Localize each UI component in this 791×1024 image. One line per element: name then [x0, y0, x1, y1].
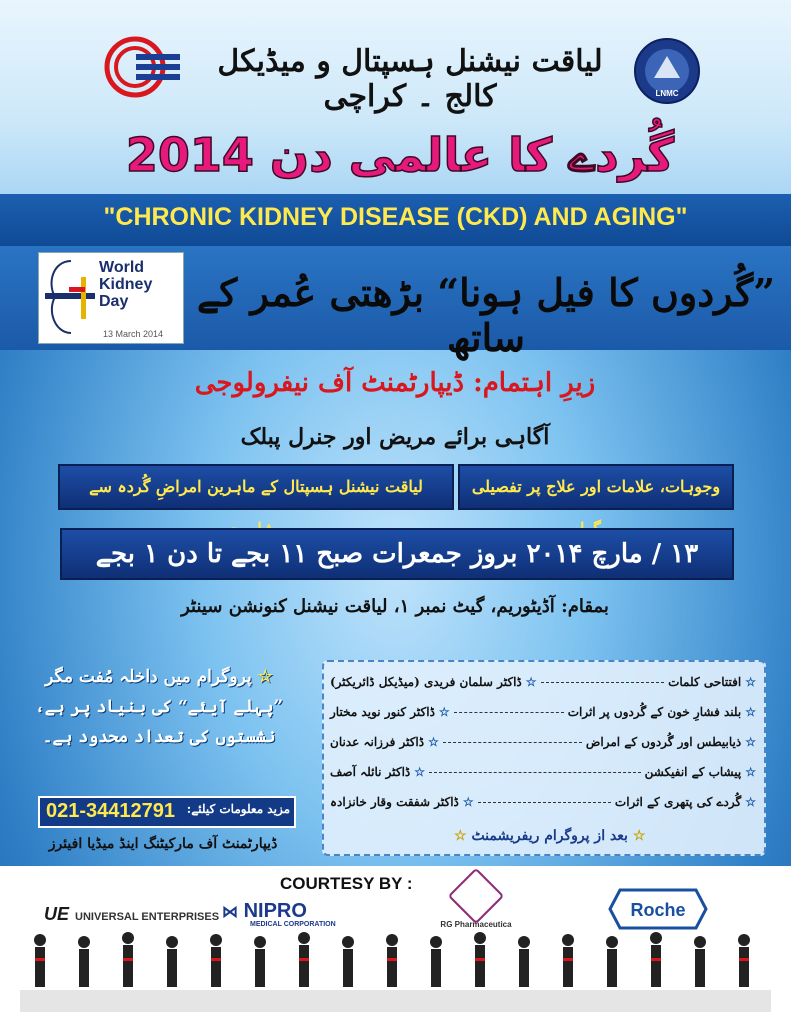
star-icon: ☆	[414, 765, 426, 779]
sponsor-nipro: ⋈ NIPRO MEDICAL CORPORATION	[222, 900, 336, 928]
theme-english: "CHRONIC KIDNEY DISEASE (CKD) AND AGING"	[103, 203, 688, 231]
schedule-row: ☆ پیشاب کے انفیکشن ☆ ڈاکٹر نائلہ آصف	[330, 765, 756, 779]
star-icon: ☆	[745, 795, 756, 809]
schedule-row: ☆ ذیابیطس اور گُردوں کے امراض ☆ ڈاکٹر فرزانہ عدنان	[330, 735, 756, 749]
phone-number[interactable]: 021-34412791	[46, 800, 176, 822]
star-icon: ☆	[462, 795, 474, 809]
rg-logo-icon	[448, 868, 505, 925]
star-icon: ☆	[632, 828, 646, 844]
star-icon: ☆	[525, 675, 537, 689]
ue-logo-icon: UE	[44, 904, 70, 924]
kidney-icon	[41, 253, 101, 341]
program-details-box: وجوہات، علامات اور علاج پر تفصیلی	[458, 464, 734, 510]
star-icon: ☆	[745, 675, 756, 689]
sponsor-rg-pharmaceutica: RG Pharmaceutica	[436, 876, 516, 929]
schedule-box	[322, 660, 766, 856]
phone-label: مزید معلومات کیلئے:	[186, 802, 290, 816]
star-icon: ☆	[745, 735, 756, 749]
star-icon: ☆	[745, 765, 756, 779]
star-icon: ☆	[745, 705, 756, 719]
star-icon: ☆	[257, 667, 273, 687]
organizer: زیرِ اہتمام: ڈیپارٹمنٹ آف نیفرولوجی	[194, 368, 596, 398]
schedule-row: ☆ افتتاحی کلمات ☆ ڈاکٹر سلمان فریدی (میڈیکل ڈائریکٹر)	[330, 675, 756, 689]
star-icon: ☆	[454, 828, 467, 844]
nipro-logo-icon: ⋈	[222, 904, 238, 921]
venue: بمقام: آڈیٹوریم، گیٹ نمبر ۱، لیاقت نیشنل کنونشن سینٹر	[181, 596, 609, 617]
lnmc-seal-icon	[632, 36, 702, 106]
theme-urdu: ”گُردوں کا فیل ہونا“ بڑھتی عُمر کے ساتھ	[196, 270, 776, 360]
svg-text:Roche: Roche	[630, 900, 686, 920]
svg-text:LNMC: LNMC	[655, 89, 679, 98]
awareness-line: آگاہی برائے مریض اور جنرل پبلک	[240, 424, 550, 450]
star-icon: ☆	[438, 705, 450, 719]
courtesy-label: COURTESY BY :	[280, 874, 413, 893]
wkd-date: 13 March 2014	[103, 329, 164, 339]
star-icon: ☆	[428, 735, 439, 749]
page-title: گُردے کا عالمی دن 2014	[125, 128, 675, 182]
department-name: ڈیپارٹمنٹ آف مارکیٹنگ اینڈ میڈیا افیئرز	[48, 836, 278, 852]
date-time: ۱۳ / مارچ ۲۰۱۴ بروز جمعرات صبح ۱۱ بجے تا دن ۱ بجے	[60, 528, 734, 580]
hospital-logo-icon	[104, 36, 184, 98]
sponsor-universal-enterprises: UE UNIVERSAL ENTERPRISES	[44, 904, 220, 924]
sponsor-roche	[608, 888, 708, 930]
world-kidney-day-logo	[38, 252, 184, 344]
schedule-row: ☆ گُردے کی پتھری کے اثرات ☆ ڈاکٹر شفقت وقار خانزادہ	[330, 795, 756, 809]
schedule-row: ☆ بلند فشارِ خون کے گُردوں پر اثرات ☆ ڈاکٹر کنور نوید مختار	[330, 705, 756, 719]
people-silhouettes	[20, 930, 771, 1012]
refreshment-note: ☆ بعد از پروگرام ریفریشمنٹ ☆	[454, 828, 646, 844]
contact-info	[38, 796, 296, 828]
wkd-text: World Kidney Day	[99, 259, 153, 310]
college-name: لیاقت نیشنل ہسپتال و میڈیکل کالج ۔ کراچی	[217, 44, 603, 114]
consultation-box: لیاقت نیشنل ہسپتال کے ماہرین امراضِ گُردہ سے	[58, 464, 454, 510]
entry-note: ☆ پروگرام میں داخلہ مُفت مگر ”پہلے آیئے“ کی بنیاد پر ہے، نشستوں کی تعداد محدود ہے۔	[34, 667, 284, 747]
